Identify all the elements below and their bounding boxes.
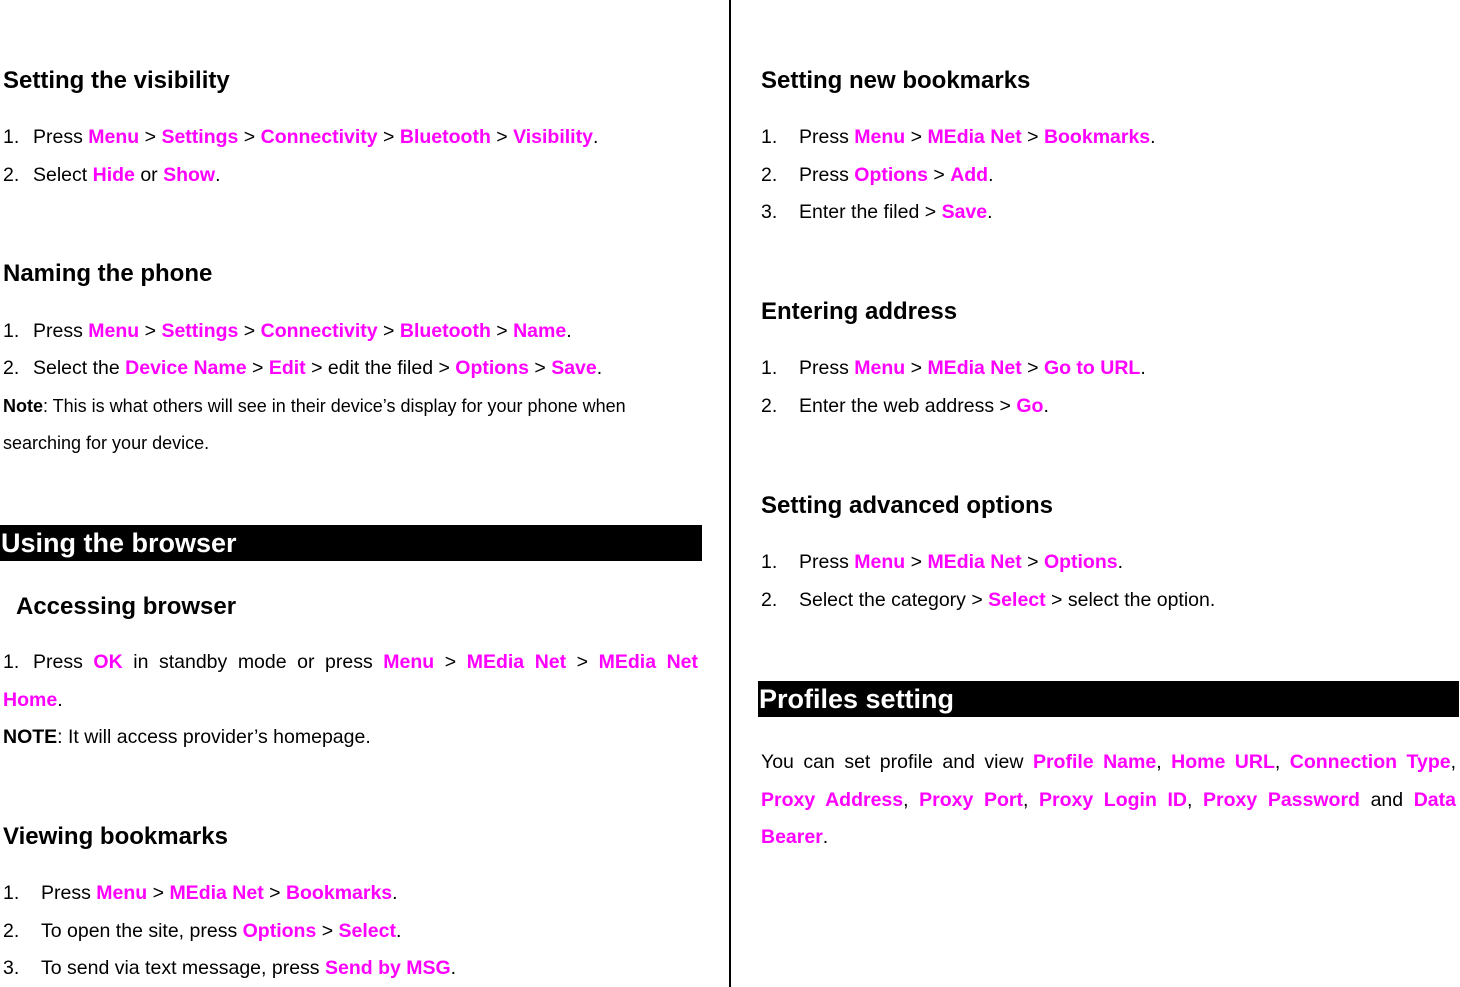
naming-note: Note: This is what others will see in their device’s display for your phone when — [3, 396, 626, 416]
heading-viewing-bookmarks: Viewing bookmarks — [3, 823, 228, 850]
heading-new-bookmarks: Setting new bookmarks — [761, 67, 1031, 94]
profiles-text-line-1: You can set profile and view Profile Name, Home URL, Connection Type, — [761, 751, 1456, 773]
new-bookmarks-step-3: 3. Enter the filed > Save. — [761, 201, 993, 223]
heading-naming-phone: Naming the phone — [3, 260, 213, 287]
new-bookmarks-step-1: 1. Press Menu > MEdia Net > Bookmarks. — [761, 126, 1156, 148]
heading-entering-address: Entering address — [761, 298, 958, 325]
accessing-note: NOTE: It will access provider’s homepage. — [3, 726, 371, 748]
heading-setting-visibility: Setting the visibility — [3, 67, 230, 94]
heading-advanced-options: Setting advanced options — [761, 492, 1054, 519]
advanced-step-2: 2. Select the category > Select > select the option. — [761, 589, 1216, 611]
naming-note-cont: searching for your device. — [3, 433, 210, 453]
address-step-2: 2. Enter the web address > Go. — [761, 395, 1049, 417]
visibility-step-1: 1. Press Menu > Settings > Connectivity > Bluetooth > Visibility. — [3, 126, 599, 148]
advanced-step-1: 1. Press Menu > MEdia Net > Options. — [761, 551, 1124, 573]
profiles-text-line-2: Proxy Address, Proxy Port, Proxy Login ID, Proxy Password and Data — [761, 789, 1456, 811]
new-bookmarks-step-2: 2. Press Options > Add. — [761, 164, 994, 186]
viewing-step-2: 2. To open the site, press Options > Select. — [3, 920, 402, 942]
accessing-step-1-cont: Home. — [3, 689, 63, 711]
naming-step-2: 2. Select the Device Name > Edit > edit the filed > Options > Save. — [3, 357, 603, 379]
address-step-1: 1. Press Menu > MEdia Net > Go to URL. — [761, 357, 1146, 379]
visibility-step-2: 2. Select Hide or Show. — [3, 164, 221, 186]
accessing-step-1: 1. Press OK in standby mode or press Menu > MEdia Net > MEdia Net — [3, 651, 699, 673]
section-bar-using-browser: Using the browser — [0, 525, 702, 561]
section-bar-profiles-setting: Profiles setting — [758, 681, 1459, 717]
heading-accessing-browser: Accessing browser — [16, 593, 237, 620]
column-divider — [729, 0, 731, 987]
viewing-step-1: 1. Press Menu > MEdia Net > Bookmarks. — [3, 882, 398, 904]
viewing-step-3: 3. To send via text message, press Send by MSG. — [3, 957, 457, 979]
profiles-text-line-3: Bearer. — [761, 826, 829, 848]
naming-step-1: 1. Press Menu > Settings > Connectivity > Bluetooth > Name. — [3, 320, 572, 342]
